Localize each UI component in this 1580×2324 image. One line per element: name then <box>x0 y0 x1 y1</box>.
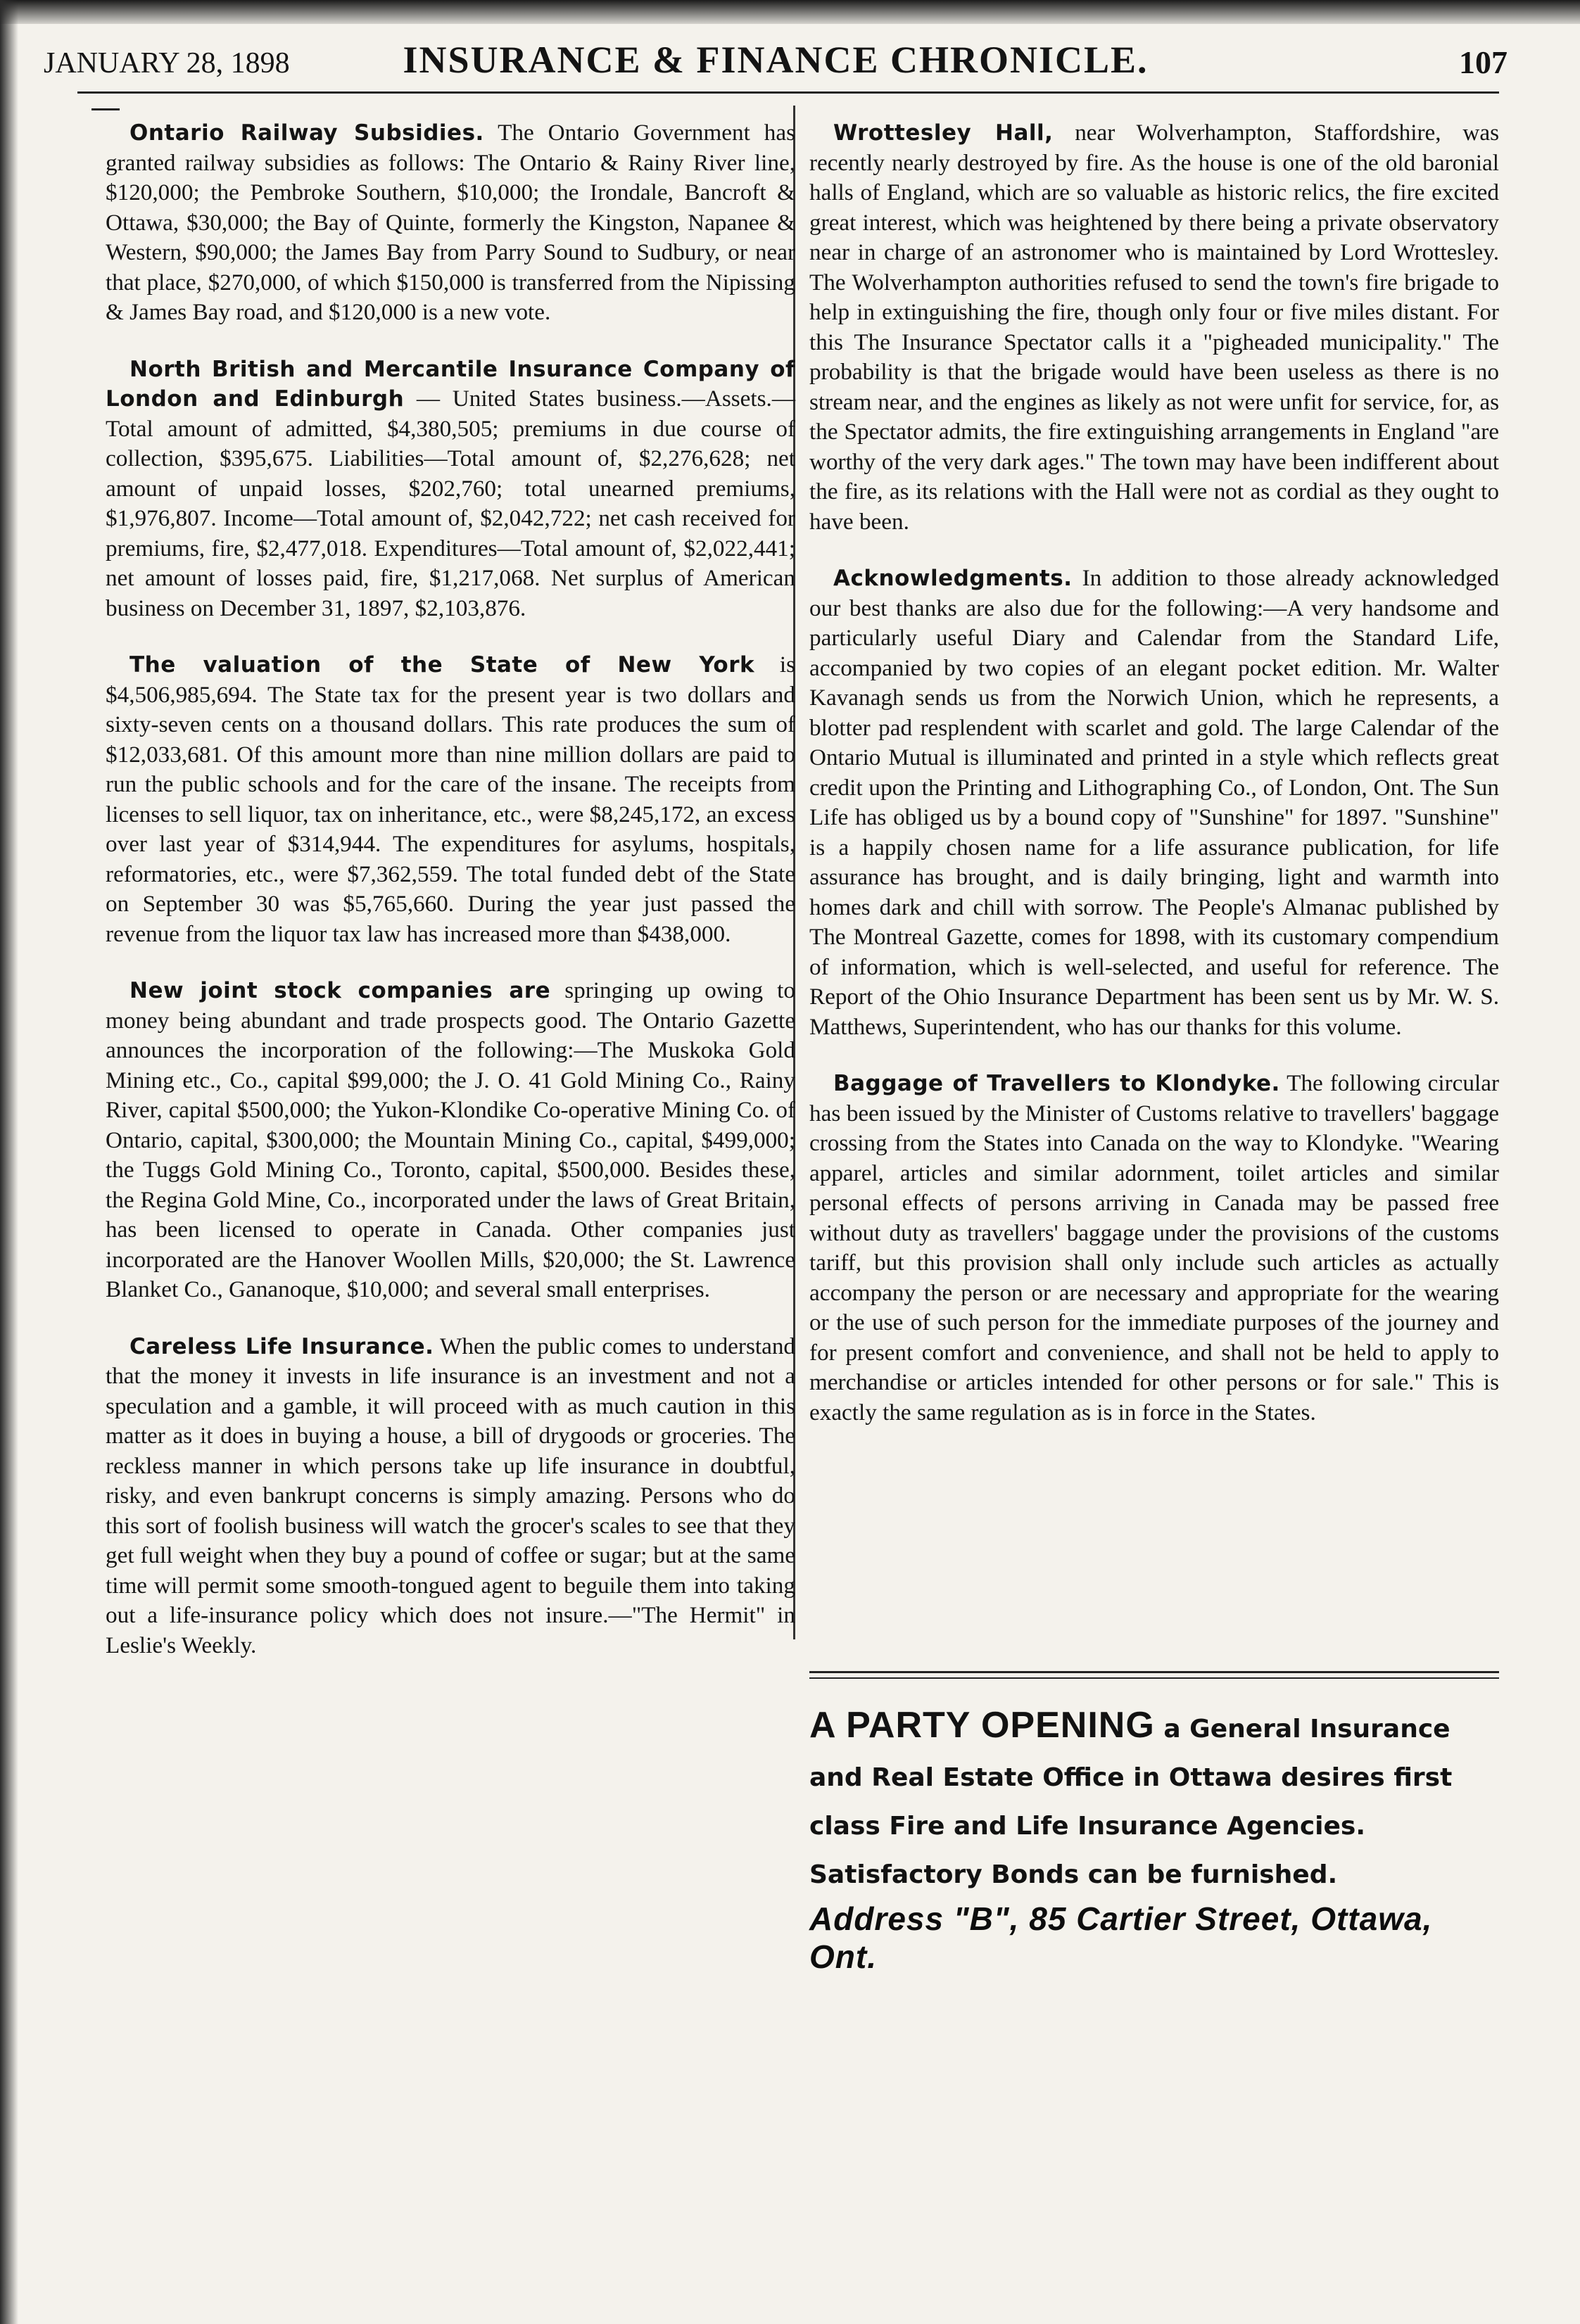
page-number: 107 <box>1459 44 1508 80</box>
article-body: — United States business.—Assets.—Total amount of admitted, $4,380,505; premiums in due course of collection, $395,675. Liabilities—Total amount of, $2,276,628; net amount of unpaid losses, $202,760; total unearned premiums, $1,976,807. Income—Total amount of, $2,042,722; net cash received for premiums, fire, $2,477,018. Expenditures—Total amount of, $2,022,441; net amount of losses paid, fire, $1,217,068. Net surplus of American business on December 31, 1897, $2,103,876. <box>106 386 796 621</box>
advertisement-headline: A PARTY OPENING <box>809 1705 1155 1746</box>
article-heading: Careless Life Insurance. <box>129 1333 434 1359</box>
article-heading: Wrottesley Hall, <box>833 120 1054 146</box>
header-rule-short <box>91 108 120 110</box>
article-joint-stock <box>106 976 795 1305</box>
issue-date: JANUARY 28, 1898 <box>44 47 290 80</box>
advertisement-body: a General Insurance and Real Estate Office in Ottawa desires first class Fire and Life Insurance Agencies. Satisfactory Bonds can be furnished. <box>809 1715 1453 1889</box>
advertisement-rule-thin <box>809 1677 1499 1679</box>
article-body: When the public comes to understand that the money it invests in life insurance is an investment and not a speculation and a gamble, it will proceed with as much caution in this matter as it does in buying a house, a bill of drygoods or groceries. The reckless manner in which persons take up life insurance in doubtful, risky, and even bankrupt concerns is simply amazing. Persons who do this sort of foolish business will watch the grocer's scales to see that they get full weight when they buy a pound of coffee or sugar; but at the same time will permit some smooth-tongued agent to beguile them into taking out a life-insurance policy which does not insure.—"The Hermit" in Leslie's Weekly. <box>106 1333 796 1658</box>
left-column <box>106 118 795 1687</box>
article-ontario-railway <box>106 118 795 328</box>
advertisement-address: Address "B", 85 Cartier Street, Ottawa, Ont. <box>809 1900 1433 1975</box>
article-body: is $4,506,985,694. The State tax for the present year is two dollars and sixty-seven cents on a thousand dollars. This rate produces the sum of $12,033,681. Of this amount more than nine million dollars are paid to run the public schools and for the care of the insane. The receipts from licenses to sell liquor, tax on inheritance, etc., were $8,245,172, an excess over last year of $314,944. The expenditures for asylums, hospitals, reformatories, etc., were $7,362,559. The total funded debt of the State on September 30 was $5,765,660. During the year just passed the revenue from the liquor tax law has increased more than $438,000. <box>106 652 795 947</box>
article-body: springing up owing to money being abundant and trade prospects good. The Ontario Gazette announces the incorporation of the following:—The Muskoka Gold Mining etc., Co., capital $99,000; the J. O. 41 Gold Mining Co., Rainy River, capital $500,000; the Yukon-Klondike Co-operative Mining Co. of Ontario, capital, $300,000; the Mountain Mining Co., capital, $499,000; the Tuggs Gold Mining Co., Toronto, capital, $500,000. Besides these, the Regina Gold Mine, Co., incorporated under the laws of Great Britain, has been licensed to operate in Canada. Other companies just incorporated are the Hanover Woollen Mills, $20,000; the St. Lawrence Blanket Co., Gananoque, $10,000; and several small enterprises. <box>106 977 795 1302</box>
article-heading: The valuation of the State of New York <box>129 652 755 678</box>
publication-title: INSURANCE & FINANCE CHRONICLE. <box>403 39 1149 81</box>
right-column <box>809 118 1499 1454</box>
advertisement-rule <box>809 1671 1499 1673</box>
article-heading: North British and Mercantile Insurance Company of London and Edinburgh <box>106 356 795 412</box>
article-new-york-valuation <box>106 650 795 949</box>
article-body: In addition to those already acknowledged our best thanks are also due for the following:—A very handsome and particularly useful Diary and Calendar from the Standard Life, accompanied by two copies of an elegant pocket edition. Mr. Walter Kavanagh sends us from the Norwich Union, which he represents, a blotter pad resplendent with scarlet and gold. The large Calendar of the Ontario Mutual is illuminated and printed in a style which reflects great credit upon the Printing and Lithographing Co., of London, Ont. The Sun Life has obliged us by a bound copy of "Sunshine" for 1897. "Sunshine" is a happily chosen name for a life assurance publication, for life assurance has brought, and is daily bringing, light and warmth into homes dark and chill with sorrow. The People's Almanac published by The Montreal Gazette, comes for 1898, with its customary compendium of information, which is well-selected, and useful for reference. The Report of the Ohio Insurance Department has been sent us by Mr. W. S. Matthews, Superintendent, who has our thanks for this volume. <box>809 565 1499 1040</box>
page-header <box>44 37 1508 82</box>
article-north-british <box>106 355 795 624</box>
article-heading: New joint stock companies are <box>129 978 551 1003</box>
article-body: near Wolverhampton, Staffordshire, was recently nearly destroyed by fire. As the house is one of the old baronial halls of England, which are so valuable as historic relics, the fire excited great interest, which was heightened by there being a private observatory near in charge of an astronomer who is maintained by Lord Wrottesley. The Wolverhampton authorities refused to send the town's fire brigade to help in extinguishing the fire, though only four or five miles distant. For this The Insurance Spectator calls it a "pigheaded municipality." The probability is that the brigade would have been useless as there is no stream near, and the engines as likely as not were unfit for service, for, as the Spectator admits, the fire extinguishing arrangements in England "are worthy of the very dark ages." The town may have been indifferent about the fire, as its relations with the Hall were not as cordial as they ought to have been. <box>809 120 1499 535</box>
article-body: The Ontario Government has granted railway subsidies as follows: The Ontario & Rainy River line, $120,000; the Pembroke Southern, $10,000; the Irondale, Bancroft & Ottawa, $30,000; the Bay of Quinte, formerly the Kingston, Napanee & Western, $90,000; the James Bay from Parry Sound to Sudbury, or near that place, $270,000, of which $150,000 is transferred from the Nipissing & James Bay road, and $120,000 is a new vote. <box>106 120 795 325</box>
article-acknowledgments <box>809 564 1499 1042</box>
advertisement <box>809 1701 1506 1899</box>
article-heading: Acknowledgments. <box>833 566 1073 591</box>
article-wrottesley-hall <box>809 118 1499 537</box>
scan-left-edge <box>0 0 18 2324</box>
article-heading: Baggage of Travellers to Klondyke. <box>833 1071 1280 1096</box>
header-rule <box>77 91 1499 94</box>
scan-top-edge <box>0 0 1580 24</box>
article-body: The following circular has been issued by the Minister of Customs relative to travellers' baggage crossing from the States into Canada on the way to Klondyke. "Wearing apparel, articles and similar adornment, toilet articles and similar personal effects of persons arriving in Canada may be passed free without duty as travellers' baggage under the provisions of the customs tariff, but this provision shall only include such articles as actually accompany the person or are necessary and appropriate for the wearing or the use of such person for the immediate purposes of the journey and for present comfort and convenience, and shall not be held to apply to merchandise or articles intended for other persons or for sale." This is exactly the same regulation as is in force in the States. <box>809 1070 1499 1425</box>
article-heading: Ontario Railway Subsidies. <box>129 120 484 146</box>
article-careless-life <box>106 1332 795 1661</box>
article-klondyke-baggage <box>809 1069 1499 1428</box>
